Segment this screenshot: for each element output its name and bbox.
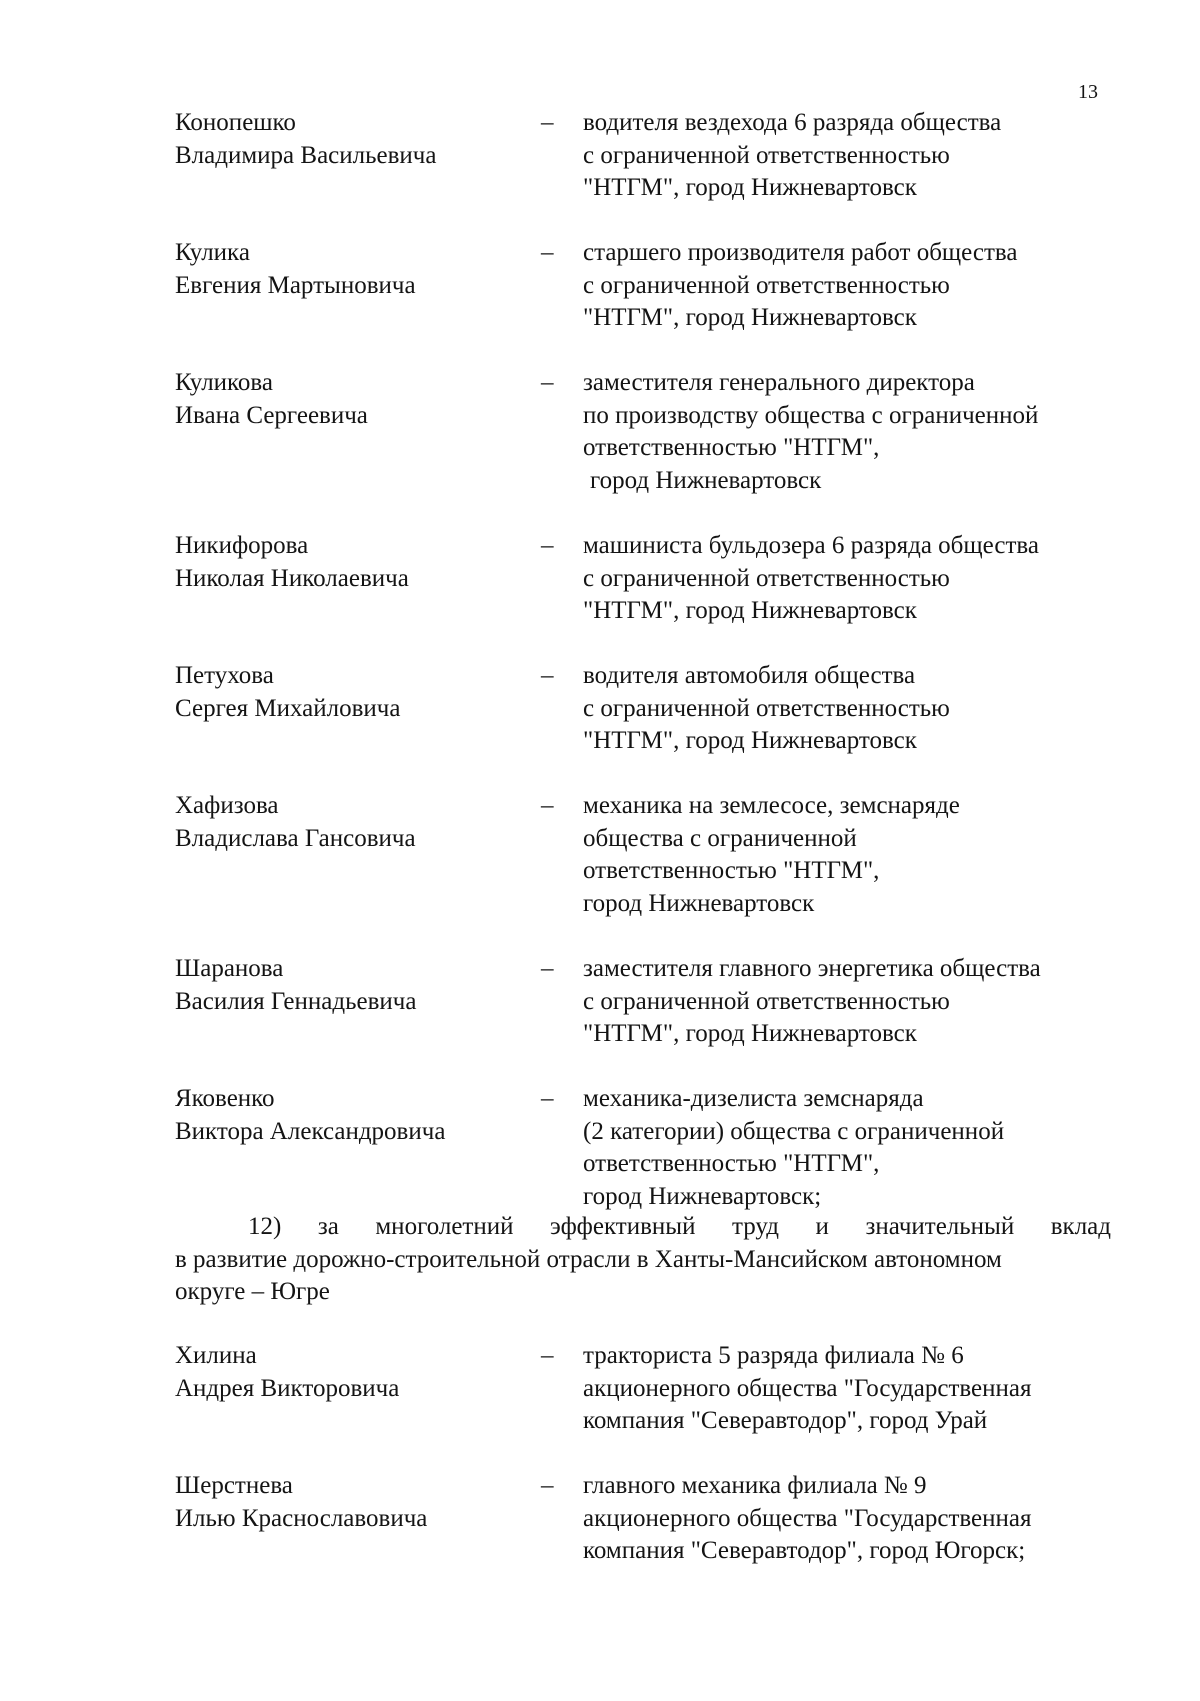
position-line: механика-дизелиста земснаряда (583, 1085, 924, 1112)
position-line: машиниста бульдозера 6 разряда общества (583, 532, 1039, 559)
given-name-patronymic: Виктора Александровича (175, 1117, 446, 1145)
surname: Конопешко (175, 109, 296, 136)
position-line: главного механика филиала № 9 (583, 1472, 927, 1499)
surname: Никифорова (175, 532, 309, 559)
person-name (175, 1470, 515, 1535)
dash-separator: – (541, 1342, 554, 1369)
position-line: с ограниченной ответственностью (583, 694, 950, 722)
job-position (583, 530, 1143, 628)
dash-separator: – (541, 369, 554, 396)
job-position (583, 367, 1143, 497)
position-line: акционерного общества "Государственная (583, 1374, 1032, 1402)
person-name (175, 530, 515, 595)
job-position (583, 107, 1143, 205)
paragraph-line: 12) за многолетний эффективный труд и значительный вклад (248, 1213, 1111, 1240)
dash-separator: – (541, 955, 554, 982)
dash-separator: – (541, 662, 554, 689)
dash-separator: – (541, 109, 554, 136)
job-position (583, 1340, 1143, 1438)
surname: Шаранова (175, 955, 284, 982)
job-position (583, 953, 1143, 1051)
position-line: водителя вездехода 6 разряда общества (583, 109, 1002, 136)
given-name-patronymic: Евгения Мартыновича (175, 271, 416, 299)
position-line: компания "Северавтодор", город Урай (583, 1407, 988, 1434)
given-name-patronymic: Николая Николаевича (175, 564, 409, 592)
position-line: "НТГМ", город Нижневартовск (583, 304, 917, 331)
person-name (175, 107, 515, 172)
position-line: с ограниченной ответственностью (583, 271, 950, 299)
position-line: общества с ограниченной (583, 824, 857, 852)
position-line: с ограниченной ответственностью (583, 564, 950, 592)
position-line: заместителя генерального директора (583, 369, 975, 396)
surname: Петухова (175, 662, 274, 689)
position-line: с ограниченной ответственностью (583, 141, 950, 169)
job-position (583, 1083, 1143, 1213)
position-line: "НТГМ", город Нижневартовск (583, 174, 917, 201)
surname: Яковенко (175, 1085, 275, 1112)
surname: Хафизова (175, 792, 279, 819)
job-position (583, 790, 1143, 920)
given-name-patronymic: Владимира Васильевича (175, 141, 437, 169)
page-number: 13 (1078, 81, 1098, 103)
section-paragraph-12 (175, 1211, 1111, 1309)
dash-separator: – (541, 1472, 554, 1499)
position-line: ответственностью "НТГМ", (583, 434, 880, 461)
position-line: тракториста 5 разряда филиала № 6 (583, 1342, 964, 1369)
position-line: механика на землесосе, земснаряде (583, 792, 960, 819)
position-line: город Нижневартовск; (583, 1182, 822, 1210)
position-line: "НТГМ", город Нижневартовск (583, 1020, 917, 1047)
dash-separator: – (541, 239, 554, 266)
person-name (175, 790, 515, 855)
dash-separator: – (541, 532, 554, 559)
dash-separator: – (541, 792, 554, 819)
person-name (175, 1340, 515, 1405)
job-position (583, 1470, 1143, 1568)
position-line: (2 категории) общества с ограниченной (583, 1117, 1005, 1145)
position-line: ответственностью "НТГМ", (583, 857, 880, 884)
person-name (175, 660, 515, 725)
paragraph-line: в развитие дорожно-строительной отрасли в Ханты-Мансийском автономном (175, 1245, 1002, 1273)
position-line: компания "Северавтодор", город Югорск; (583, 1537, 1026, 1564)
given-name-patronymic: Владислава Гансовича (175, 824, 416, 852)
dash-separator: – (541, 1085, 554, 1112)
job-position (583, 237, 1143, 335)
position-line: "НТГМ", город Нижневартовск (583, 727, 917, 754)
position-line: город Нижневартовск (590, 466, 822, 494)
position-line: по производству общества с ограниченной (583, 401, 1039, 429)
position-line: город Нижневартовск (583, 889, 815, 917)
person-name (175, 237, 515, 302)
paragraph-line: округе – Югре (175, 1278, 330, 1305)
surname: Куликова (175, 369, 273, 396)
person-name (175, 953, 515, 1018)
surname: Шерстнева (175, 1472, 293, 1499)
position-line: старшего производителя работ общества (583, 239, 1018, 266)
position-line: ответственностью "НТГМ", (583, 1150, 880, 1177)
person-name (175, 1083, 515, 1148)
position-line: акционерного общества "Государственная (583, 1504, 1032, 1532)
position-line: "НТГМ", город Нижневартовск (583, 597, 917, 624)
surname: Хилина (175, 1342, 257, 1369)
given-name-patronymic: Василия Геннадьевича (175, 987, 417, 1015)
person-name (175, 367, 515, 432)
position-line: заместителя главного энергетика общества (583, 955, 1041, 982)
surname: Кулика (175, 239, 250, 266)
job-position (583, 660, 1143, 758)
given-name-patronymic: Андрея Викторовича (175, 1374, 400, 1402)
position-line: с ограниченной ответственностью (583, 987, 950, 1015)
position-line: водителя автомобиля общества (583, 662, 916, 689)
given-name-patronymic: Ивана Сергеевича (175, 401, 368, 429)
given-name-patronymic: Сергея Михайловича (175, 694, 401, 722)
given-name-patronymic: Илью Краснославовича (175, 1504, 428, 1532)
